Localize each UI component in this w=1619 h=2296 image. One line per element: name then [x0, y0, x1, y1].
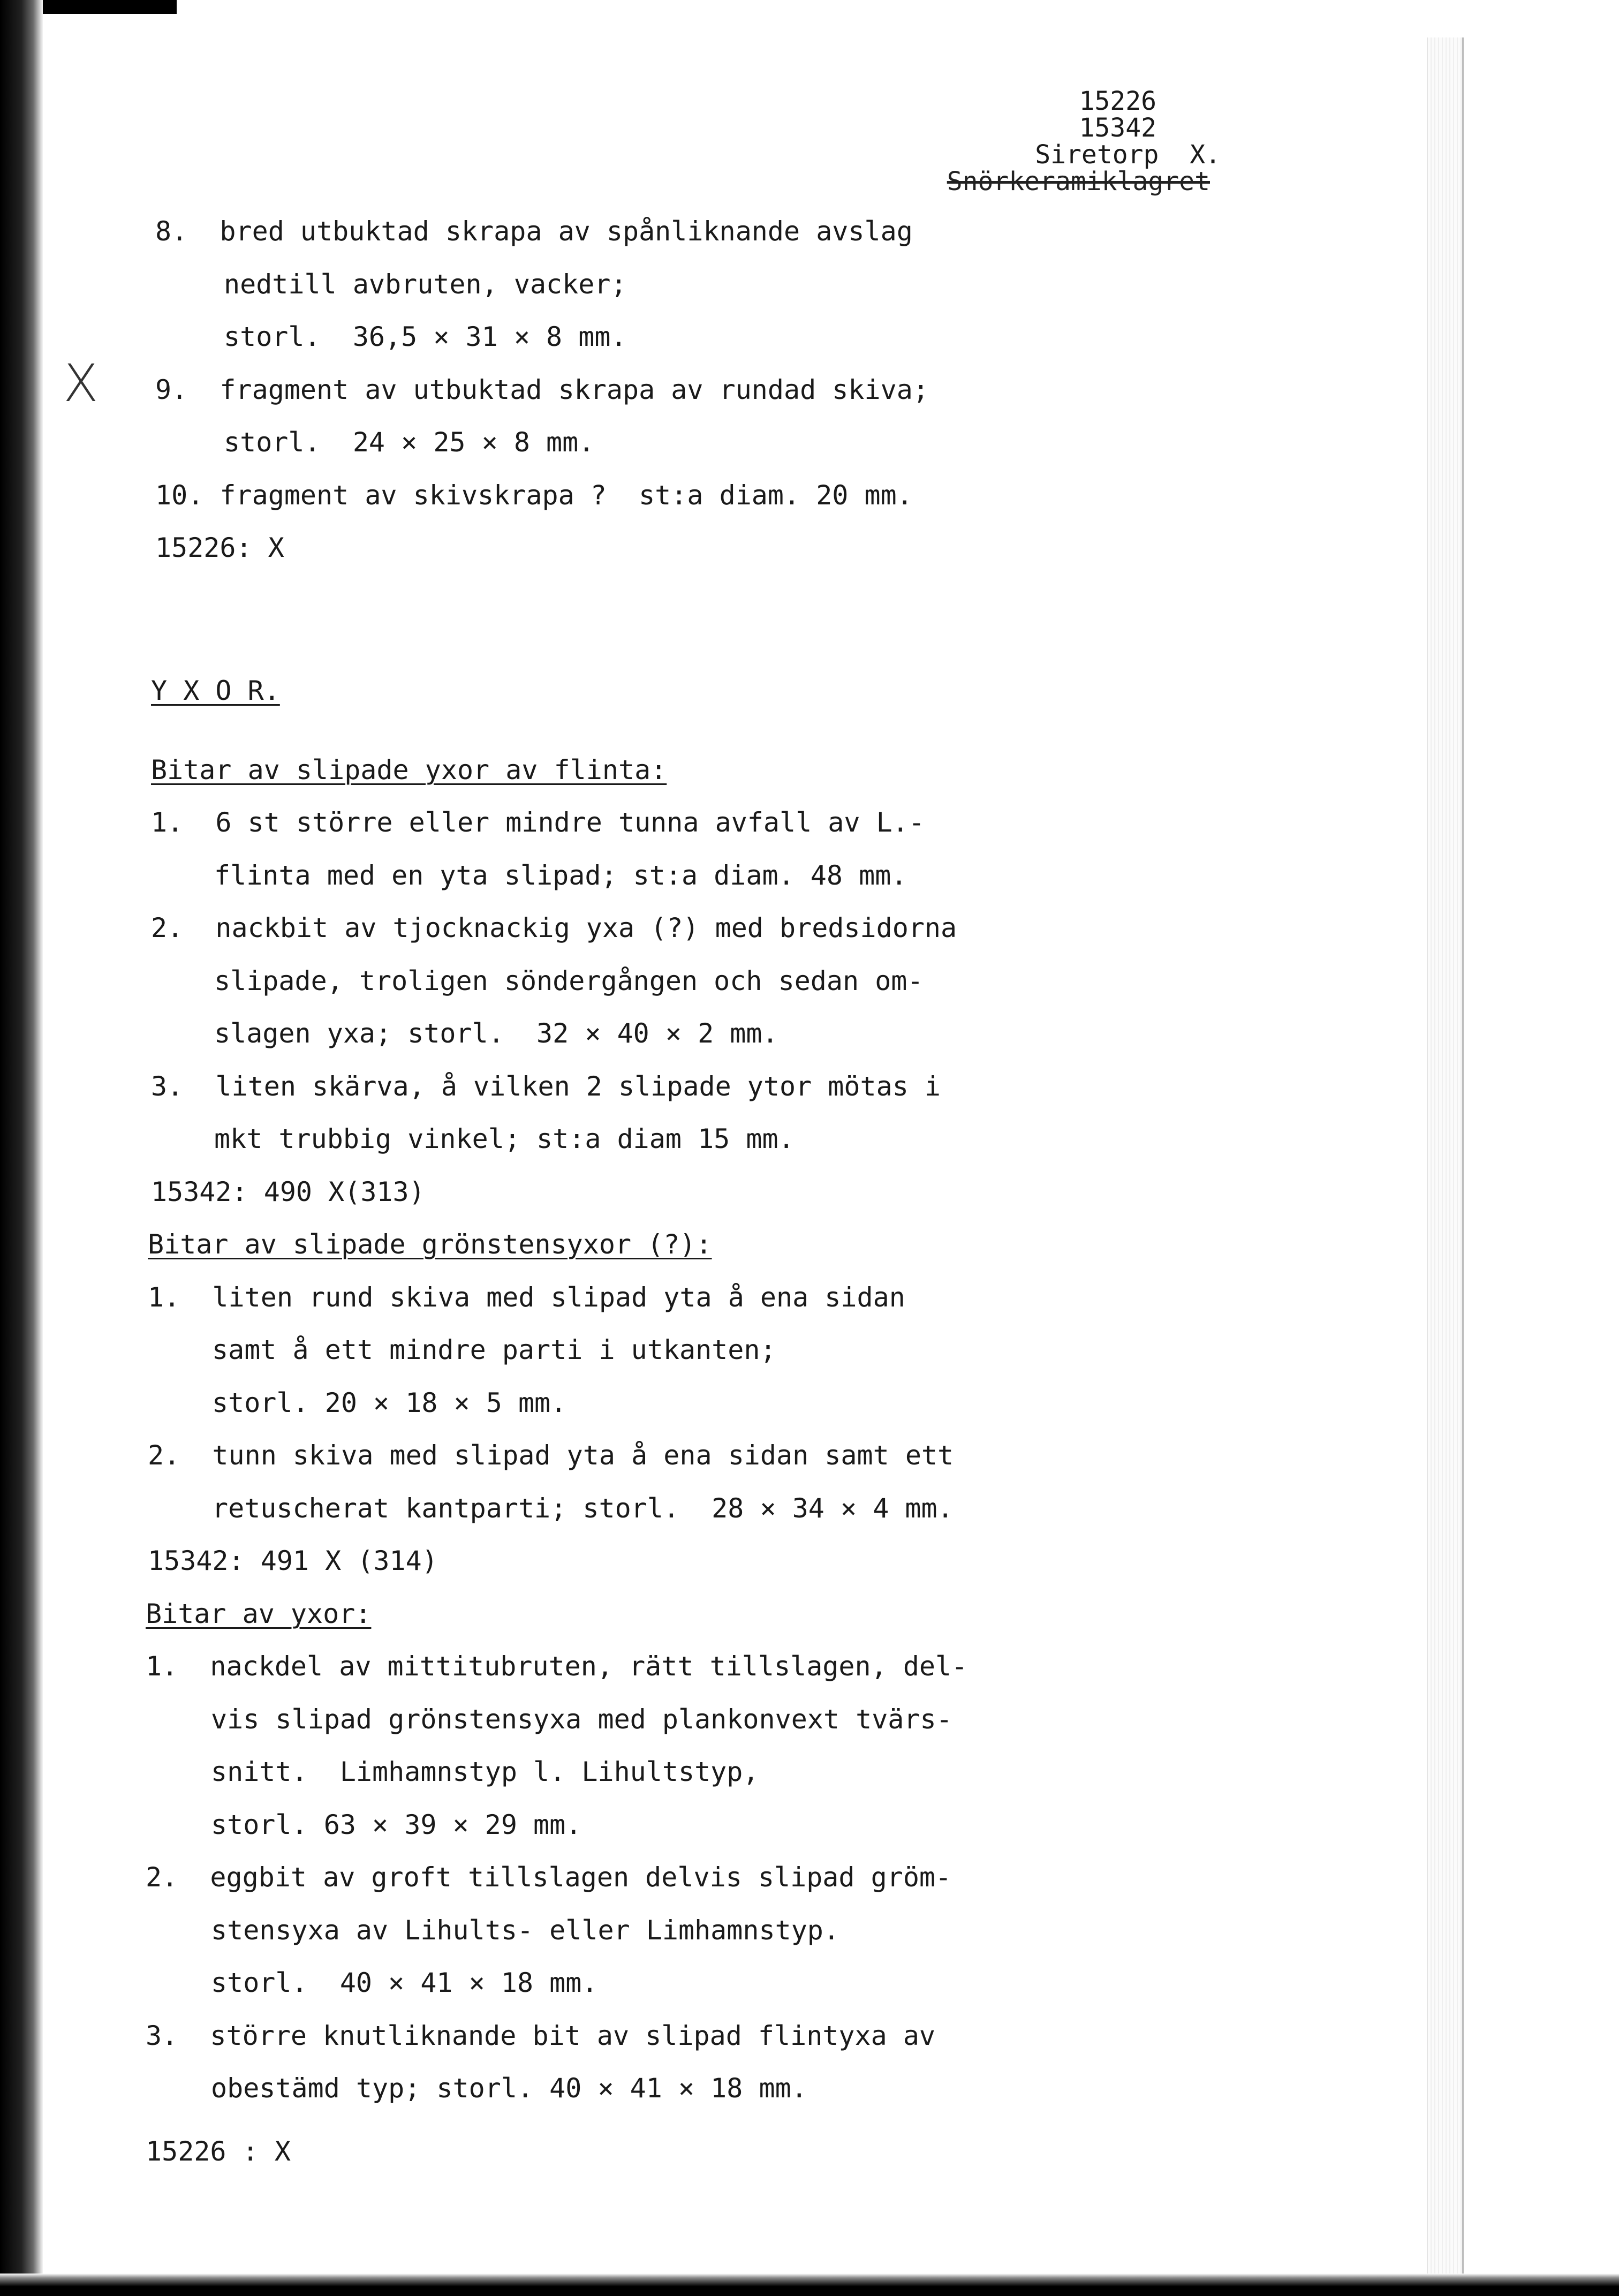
subsection-heading: Bitar av yxor:: [146, 1598, 372, 1629]
subsection-heading: Bitar av slipade grönstensyxor (?):: [148, 1229, 712, 1260]
list-item-continuation: snitt. Limhamnstyp l. Lihultstyp,: [211, 1756, 759, 1787]
list-item: 3. liten skärva, å vilken 2 slipade ytor mötas i: [151, 1071, 941, 1102]
list-item: 9. fragment av utbuktad skrapa av rundad skiva;: [155, 374, 929, 405]
reference-number-2: 15342: [1079, 113, 1156, 143]
list-item: 1. nackdel av mittitubruten, rätt tillslagen, del-: [146, 1651, 968, 1682]
reference-number-1: 15226: [1079, 86, 1156, 116]
list-item: 8. bred utbuktad skrapa av spånliknande avslag: [155, 216, 913, 247]
dimensions-line: storl. 36,5 × 31 × 8 mm.: [224, 321, 627, 352]
catalog-reference: 15226 : X: [146, 2136, 291, 2167]
catalog-reference: 15226: X: [155, 532, 284, 563]
struck-layer-label: Snörkeramiklagret: [947, 167, 1210, 197]
dimensions-line: storl. 20 × 18 × 5 mm.: [212, 1387, 567, 1418]
margin-x-mark: X: [63, 353, 99, 413]
list-item: 1. liten rund skiva med slipad yta å ena sidan: [148, 1282, 905, 1313]
list-item: 2. tunn skiva med slipad yta å ena sidan samt ett: [148, 1440, 954, 1471]
list-item: 1. 6 st större eller mindre tunna avfall av L.-: [151, 807, 925, 838]
list-item-continuation: slagen yxa; storl. 32 × 40 × 2 mm.: [214, 1018, 778, 1049]
list-item-continuation: vis slipad grönstensyxa med plankonvext tvärs-: [211, 1704, 952, 1735]
section-heading: Y X O R.: [151, 675, 280, 706]
dimensions-line: storl. 63 × 39 × 29 mm.: [211, 1809, 582, 1840]
list-item-continuation: stensyxa av Lihults- eller Limhamnstyp.: [211, 1915, 839, 1946]
list-item-continuation: mkt trubbig vinkel; st:a diam 15 mm.: [214, 1123, 795, 1154]
dimensions-line: storl. 24 × 25 × 8 mm.: [224, 427, 595, 458]
catalog-reference: 15342: 491 X (314): [148, 1545, 438, 1576]
list-item: 3. större knutliknande bit av slipad flintyxa av: [146, 2020, 936, 2051]
list-item-continuation: nedtill avbruten, vacker;: [224, 269, 627, 300]
list-item: 10. fragment av skivskrapa ? st:a diam. 20 mm.: [155, 480, 913, 511]
list-item-continuation: samt å ett mindre parti i utkanten;: [212, 1334, 776, 1365]
catalog-reference: 15342: 490 X(313): [151, 1176, 425, 1207]
list-item: 2. eggbit av groft tillslagen delvis slipad gröm-: [146, 1862, 952, 1893]
list-item: 2. nackbit av tjocknackig yxa (?) med bredsidorna: [151, 912, 957, 943]
list-item-continuation: flinta med en yta slipad; st:a diam. 48 mm.: [214, 860, 907, 891]
site-name: Siretorp X.: [1035, 140, 1221, 170]
list-item-continuation: slipade, troligen söndergången och sedan om-: [214, 965, 924, 996]
subsection-heading: Bitar av slipade yxor av flinta:: [151, 754, 667, 786]
list-item-continuation: retuscherat kantparti; storl. 28 × 34 × 4 mm.: [212, 1493, 954, 1524]
dimensions-line: storl. 40 × 41 × 18 mm.: [211, 1967, 598, 1998]
list-item-continuation: obestämd typ; storl. 40 × 41 × 18 mm.: [211, 2073, 807, 2104]
